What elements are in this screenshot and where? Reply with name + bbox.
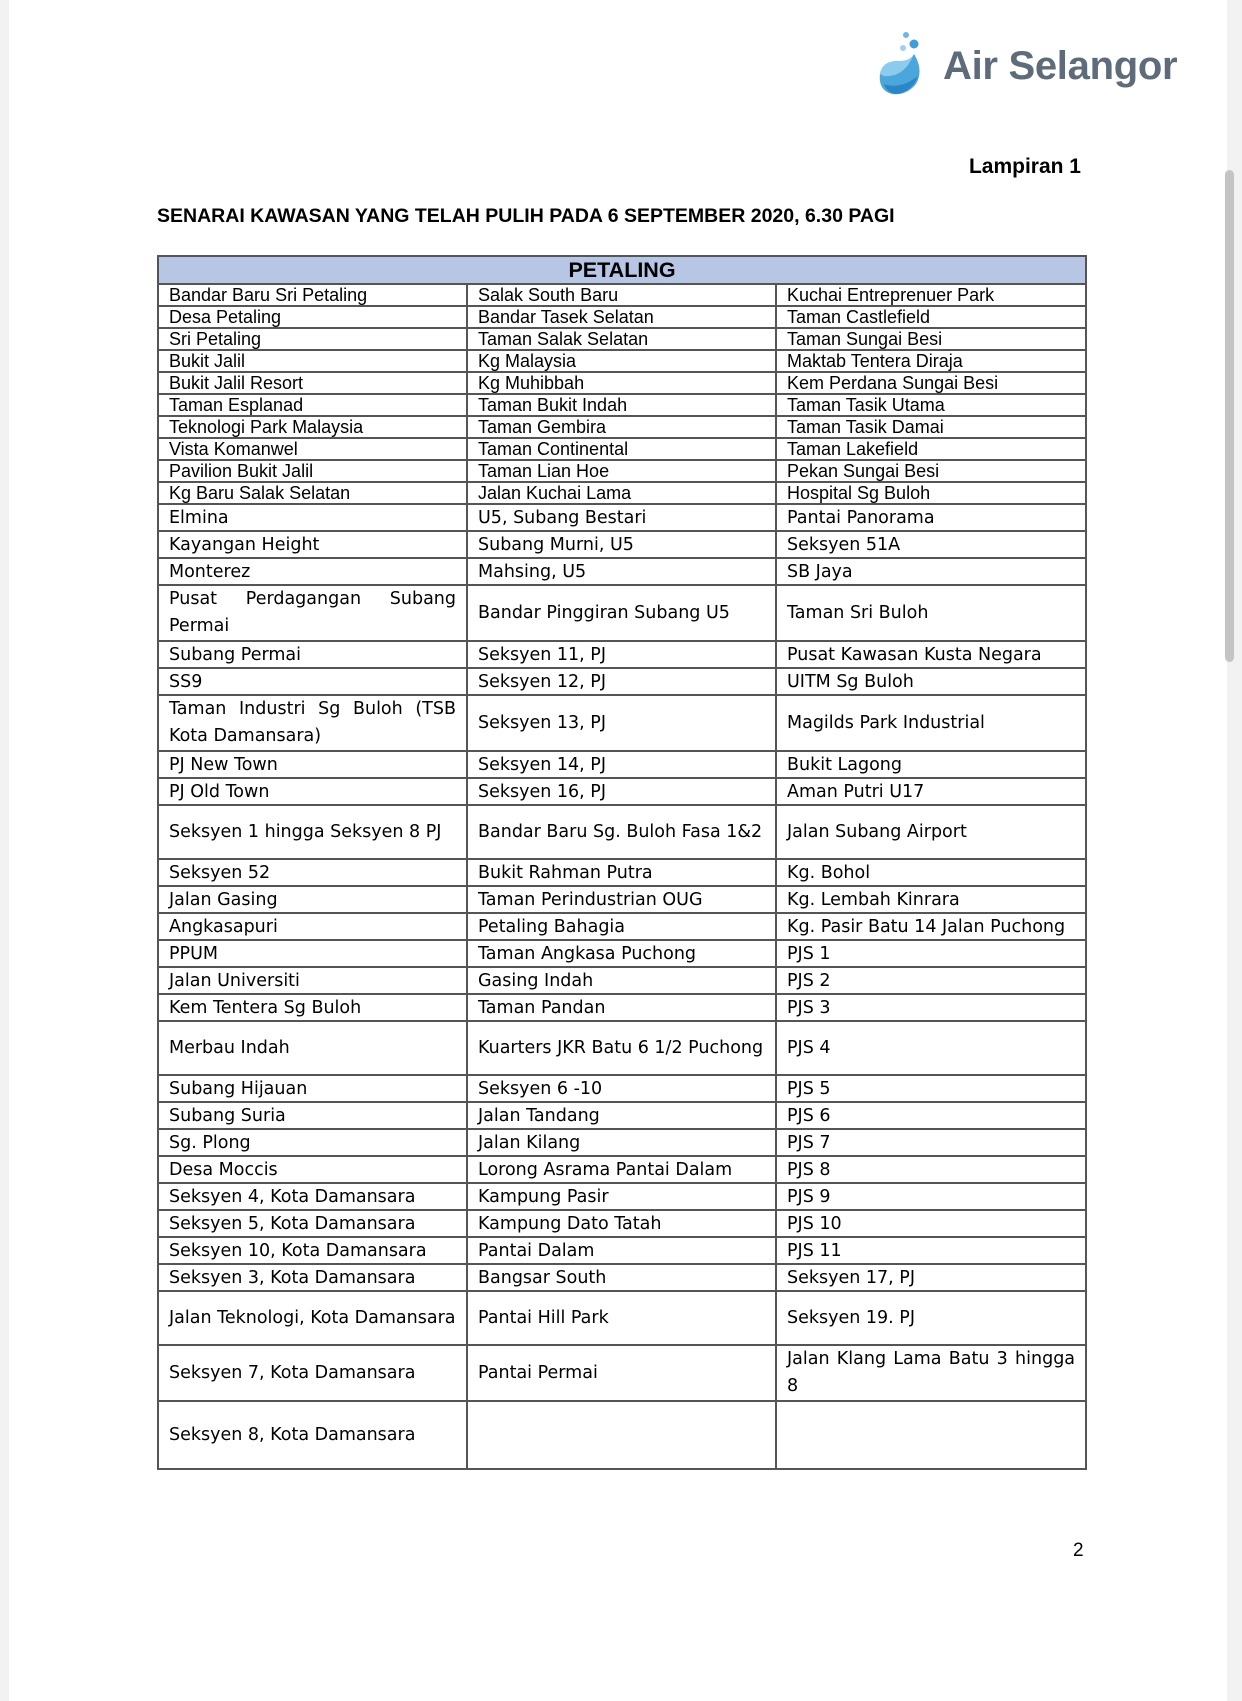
area-cell: Bandar Tasek Selatan xyxy=(467,306,776,328)
table-row xyxy=(158,913,1086,940)
area-cell: Seksyen 8, Kota Damansara xyxy=(158,1401,467,1469)
area-cell: Kg Baru Salak Selatan xyxy=(158,482,467,504)
area-cell: Sri Petaling xyxy=(158,328,467,350)
area-cell: Seksyen 6 -10 xyxy=(467,1075,776,1102)
area-cell: Taman Bukit Indah xyxy=(467,394,776,416)
area-cell: Desa Moccis xyxy=(158,1156,467,1183)
table-row xyxy=(158,558,1086,585)
area-cell: PJS 1 xyxy=(776,940,1086,967)
area-cell: Seksyen 13, PJ xyxy=(467,695,776,751)
area-cell: Jalan Gasing xyxy=(158,886,467,913)
area-cell: Jalan Kilang xyxy=(467,1129,776,1156)
area-cell: Pantai Hill Park xyxy=(467,1291,776,1345)
area-cell: Seksyen 7, Kota Damansara xyxy=(158,1345,467,1401)
area-cell: Taman Pandan xyxy=(467,994,776,1021)
area-cell: PJ Old Town xyxy=(158,778,467,805)
area-cell: Seksyen 52 xyxy=(158,859,467,886)
document-title: SENARAI KAWASAN YANG TELAH PULIH PADA 6 SEPTEMBER 2020, 6.30 PAGI xyxy=(157,205,895,227)
area-cell: Taman Salak Selatan xyxy=(467,328,776,350)
area-cell: Seksyen 16, PJ xyxy=(467,778,776,805)
area-cell: Subang Permai xyxy=(158,641,467,668)
area-cell: PJ New Town xyxy=(158,751,467,778)
area-cell: Kampung Dato Tatah xyxy=(467,1210,776,1237)
area-cell: Pavilion Bukit Jalil xyxy=(158,460,467,482)
area-cell: Pantai Panorama xyxy=(776,504,1086,531)
area-cell: PJS 3 xyxy=(776,994,1086,1021)
area-cell: SB Jaya xyxy=(776,558,1086,585)
area-cell: Kuchai Entreprenuer Park xyxy=(776,284,1086,306)
air-selangor-logo xyxy=(876,30,1176,102)
table-row xyxy=(158,504,1086,531)
area-cell: Subang Suria xyxy=(158,1102,467,1129)
area-cell: Jalan Klang Lama Batu 3 hingga 8 xyxy=(776,1345,1086,1401)
area-cell: Seksyen 19. PJ xyxy=(776,1291,1086,1345)
area-cell: Taman Lakefield xyxy=(776,438,1086,460)
table-row xyxy=(158,994,1086,1021)
area-cell: Jalan Universiti xyxy=(158,967,467,994)
table-row xyxy=(158,460,1086,482)
area-cell: PJS 8 xyxy=(776,1156,1086,1183)
area-cell: Pusat Perdagangan Subang Permai xyxy=(158,585,467,641)
vertical-scrollbar[interactable] xyxy=(1225,170,1234,662)
area-cell: Angkasapuri xyxy=(158,913,467,940)
area-cell: Kg. Lembah Kinrara xyxy=(776,886,1086,913)
table-row xyxy=(158,778,1086,805)
area-cell: SS9 xyxy=(158,668,467,695)
table-row xyxy=(158,1075,1086,1102)
area-cell: Taman Continental xyxy=(467,438,776,460)
table-row xyxy=(158,1210,1086,1237)
area-cell: Taman Castlefield xyxy=(776,306,1086,328)
area-cell: Kg. Pasir Batu 14 Jalan Puchong xyxy=(776,913,1086,940)
area-cell xyxy=(776,1401,1086,1469)
table-row xyxy=(158,668,1086,695)
table-row xyxy=(158,1021,1086,1075)
area-cell: U5, Subang Bestari xyxy=(467,504,776,531)
area-cell: Taman Gembira xyxy=(467,416,776,438)
area-cell: PJS 6 xyxy=(776,1102,1086,1129)
area-cell: Vista Komanwel xyxy=(158,438,467,460)
area-cell: Pekan Sungai Besi xyxy=(776,460,1086,482)
area-cell: Sg. Plong xyxy=(158,1129,467,1156)
area-cell: Taman Perindustrian OUG xyxy=(467,886,776,913)
table-row xyxy=(158,886,1086,913)
area-cell: Subang Hijauan xyxy=(158,1075,467,1102)
area-cell: Teknologi Park Malaysia xyxy=(158,416,467,438)
area-cell: Petaling Bahagia xyxy=(467,913,776,940)
area-cell: Maktab Tentera Diraja xyxy=(776,350,1086,372)
table-row xyxy=(158,1102,1086,1129)
area-cell: Gasing Indah xyxy=(467,967,776,994)
area-cell: Desa Petaling xyxy=(158,306,467,328)
area-cell: Bukit Jalil Resort xyxy=(158,372,467,394)
table-row xyxy=(158,940,1086,967)
area-cell: PJS 4 xyxy=(776,1021,1086,1075)
area-cell: Seksyen 3, Kota Damansara xyxy=(158,1264,467,1291)
table-row xyxy=(158,1156,1086,1183)
area-cell: Hospital Sg Buloh xyxy=(776,482,1086,504)
area-cell: Jalan Subang Airport xyxy=(776,805,1086,859)
area-cell: Pusat Kawasan Kusta Negara xyxy=(776,641,1086,668)
area-cell: Bukit Rahman Putra xyxy=(467,859,776,886)
area-cell: Kayangan Height xyxy=(158,531,467,558)
area-cell: Magilds Park Industrial xyxy=(776,695,1086,751)
area-cell: Bandar Baru Sg. Buloh Fasa 1&2 xyxy=(467,805,776,859)
table-row xyxy=(158,641,1086,668)
area-cell: Mahsing, U5 xyxy=(467,558,776,585)
area-cell: Aman Putri U17 xyxy=(776,778,1086,805)
table-row xyxy=(158,438,1086,460)
table-row xyxy=(158,306,1086,328)
table-row xyxy=(158,805,1086,859)
table-body xyxy=(158,284,1086,1469)
table-row xyxy=(158,1291,1086,1345)
area-cell: Salak South Baru xyxy=(467,284,776,306)
area-cell: PJS 5 xyxy=(776,1075,1086,1102)
area-cell: PJS 7 xyxy=(776,1129,1086,1156)
table-row xyxy=(158,695,1086,751)
area-cell: Lorong Asrama Pantai Dalam xyxy=(467,1156,776,1183)
area-cell: UITM Sg Buloh xyxy=(776,668,1086,695)
area-cell: Pantai Dalam xyxy=(467,1237,776,1264)
table-row xyxy=(158,372,1086,394)
area-cell: Seksyen 11, PJ xyxy=(467,641,776,668)
brand-name: Air Selangor xyxy=(943,44,1178,88)
table-row xyxy=(158,1237,1086,1264)
water-drop-logo-icon xyxy=(876,30,940,102)
area-cell: PPUM xyxy=(158,940,467,967)
area-cell: Taman Tasik Utama xyxy=(776,394,1086,416)
area-cell: Merbau Indah xyxy=(158,1021,467,1075)
area-cell: Seksyen 10, Kota Damansara xyxy=(158,1237,467,1264)
table-row xyxy=(158,531,1086,558)
area-cell: Bandar Baru Sri Petaling xyxy=(158,284,467,306)
area-cell: Taman Esplanad xyxy=(158,394,467,416)
table-row xyxy=(158,1183,1086,1210)
area-cell: Kampung Pasir xyxy=(467,1183,776,1210)
region-header: PETALING xyxy=(158,256,1086,284)
area-cell: Kg. Bohol xyxy=(776,859,1086,886)
table-row xyxy=(158,350,1086,372)
area-cell: Taman Sri Buloh xyxy=(776,585,1086,641)
table-row xyxy=(158,284,1086,306)
area-cell: Seksyen 14, PJ xyxy=(467,751,776,778)
area-cell: Bukit Lagong xyxy=(776,751,1086,778)
area-cell: Jalan Tandang xyxy=(467,1102,776,1129)
area-cell: Bandar Pinggiran Subang U5 xyxy=(467,585,776,641)
area-cell: Pantai Permai xyxy=(467,1345,776,1401)
table-row xyxy=(158,1401,1086,1469)
table-row xyxy=(158,967,1086,994)
area-cell: PJS 2 xyxy=(776,967,1086,994)
area-cell: Kg Muhibbah xyxy=(467,372,776,394)
table-row xyxy=(158,585,1086,641)
area-cell: Seksyen 5, Kota Damansara xyxy=(158,1210,467,1237)
area-cell: Seksyen 4, Kota Damansara xyxy=(158,1183,467,1210)
area-cell: Seksyen 17, PJ xyxy=(776,1264,1086,1291)
area-cell: Kem Perdana Sungai Besi xyxy=(776,372,1086,394)
page-number: 2 xyxy=(1073,1540,1084,1561)
table-row xyxy=(158,859,1086,886)
area-cell: Seksyen 1 hingga Seksyen 8 PJ xyxy=(158,805,467,859)
area-cell: Elmina xyxy=(158,504,467,531)
area-cell: PJS 10 xyxy=(776,1210,1086,1237)
table-row xyxy=(158,1345,1086,1401)
area-cell: Taman Lian Hoe xyxy=(467,460,776,482)
table-row xyxy=(158,1129,1086,1156)
area-cell: PJS 11 xyxy=(776,1237,1086,1264)
area-cell: Jalan Teknologi, Kota Damansara xyxy=(158,1291,467,1345)
table-row xyxy=(158,482,1086,504)
table-row xyxy=(158,1264,1086,1291)
table-row xyxy=(158,416,1086,438)
area-cell: Taman Tasik Damai xyxy=(776,416,1086,438)
area-cell: Taman Industri Sg Buloh (TSB Kota Damansara) xyxy=(158,695,467,751)
area-cell: PJS 9 xyxy=(776,1183,1086,1210)
area-cell: Jalan Kuchai Lama xyxy=(467,482,776,504)
area-cell: Monterez xyxy=(158,558,467,585)
area-cell: Bukit Jalil xyxy=(158,350,467,372)
area-cell: Subang Murni, U5 xyxy=(467,531,776,558)
area-cell: Taman Angkasa Puchong xyxy=(467,940,776,967)
area-cell: Kg Malaysia xyxy=(467,350,776,372)
table-row xyxy=(158,328,1086,350)
area-cell: Kuarters JKR Batu 6 1/2 Puchong xyxy=(467,1021,776,1075)
area-cell: Taman Sungai Besi xyxy=(776,328,1086,350)
restored-areas-table xyxy=(157,255,1085,1470)
area-cell: Seksyen 51A xyxy=(776,531,1086,558)
area-cell: Kem Tentera Sg Buloh xyxy=(158,994,467,1021)
area-cell: Bangsar South xyxy=(467,1264,776,1291)
table-row xyxy=(158,394,1086,416)
area-cell: Seksyen 12, PJ xyxy=(467,668,776,695)
attachment-label: Lampiran 1 xyxy=(968,155,1081,178)
table-row xyxy=(158,751,1086,778)
area-cell xyxy=(467,1401,776,1469)
